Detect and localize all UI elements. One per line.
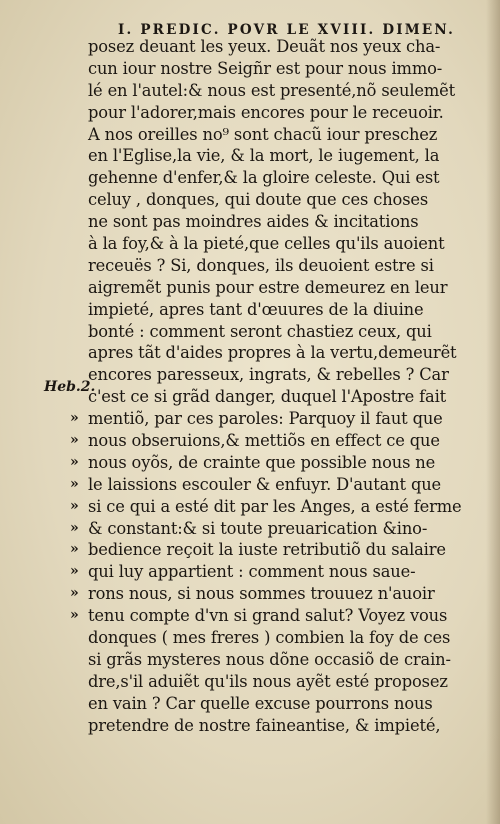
- text-line: [88, 342, 468, 364]
- margin-note: Heb.2.: [44, 379, 96, 395]
- line-text: gehenne d'enfer,& la gloire celeste. Qui est: [88, 168, 440, 188]
- line-text: à la foy,& à la pieté,que celles qu'ils auoient: [88, 234, 445, 254]
- text-line: [88, 671, 468, 693]
- text-line: [70, 496, 468, 518]
- text-line: [88, 386, 468, 408]
- quotation-mark: »: [70, 432, 79, 449]
- text-line: [70, 605, 468, 627]
- line-text: le laissions escouler & enfuyr. D'autant que: [88, 474, 442, 494]
- quotation-mark: »: [70, 607, 79, 624]
- line-text: rons nous, si nous sommes trouuez n'auoir: [88, 584, 435, 604]
- text-line: [88, 167, 468, 189]
- text-line: [88, 364, 468, 386]
- text-line: [88, 124, 468, 146]
- text-line: [88, 277, 468, 299]
- line-text: bedience reçoit la iuste retributiõ du salaire: [88, 540, 446, 560]
- text-line: [70, 518, 468, 540]
- line-text: posez deuant les yeux. Deuãt nos yeux cha-: [88, 37, 441, 56]
- line-text: celuy , donques, qui doute que ces choses: [88, 190, 429, 210]
- line-text: si grãs mysteres nous dõne occasiõ de crain-: [88, 649, 451, 669]
- text-line: [88, 102, 468, 124]
- text-line: [88, 36, 468, 58]
- text-line: [70, 474, 468, 496]
- line-text: ne sont pas moindres aides & incitations: [88, 212, 419, 232]
- text-line: [70, 583, 468, 605]
- line-text: si ce qui a esté dit par les Anges, a esté ferme: [88, 496, 462, 516]
- line-text: c'est ce si grãd danger, duquel l'Apostre fait: [88, 387, 447, 407]
- line-text: encores paresseux, ingrats, & rebelles ? Car: [88, 365, 449, 385]
- line-text: apres tãt d'aides propres à la vertu,demeurẽt: [88, 343, 457, 363]
- line-text: qui luy appartient : comment nous saue-: [88, 562, 416, 582]
- quotation-mark: »: [70, 585, 79, 602]
- line-text: cun iour nostre Seigñr est pour nous immo-: [88, 58, 443, 78]
- line-text: mentiõ, par ces paroles: Parquoy il faut que: [88, 409, 443, 429]
- text-line: [70, 430, 468, 452]
- line-text: en l'Eglise,la vie, & la mort, le iugement, la: [88, 146, 440, 166]
- quotation-mark: »: [70, 497, 79, 514]
- quotation-mark: »: [70, 541, 79, 558]
- quotation-mark: »: [70, 410, 79, 427]
- line-text: nous oyõs, de crainte que possible nous ne: [88, 452, 436, 472]
- text-line: [70, 408, 468, 430]
- text-line: [88, 627, 468, 649]
- line-text: impieté, apres tant d'œuures de la diuine: [88, 299, 424, 319]
- quotation-mark: »: [70, 453, 79, 470]
- line-text: lé en l'autel:& nous est presenté,nõ seulemẽt: [88, 80, 456, 100]
- line-text: nous obseruions,& mettiõs en effect ce que: [88, 431, 440, 451]
- text-line: [88, 189, 468, 211]
- text-line: [88, 233, 468, 255]
- page-edge-shadow: [486, 0, 500, 824]
- line-text: donques ( mes freres ) combien la foy de ces: [88, 628, 451, 648]
- running-head: I. PREDIC. POVR LE XVIII. DIMEN.: [118, 22, 455, 38]
- line-text: & constant:& si toute preuarication &ino-: [88, 518, 428, 538]
- line-text: pretendre de nostre faineantise, & impieté,: [88, 715, 441, 735]
- line-text: aigremẽt punis pour estre demeurez en leur: [88, 277, 448, 297]
- text-line: [88, 80, 468, 102]
- line-text: pour l'adorer,mais encores pour le receuoir.: [88, 102, 444, 122]
- quotation-mark: »: [70, 475, 79, 492]
- line-text: en vain ? Car quelle excuse pourrons nous: [88, 693, 433, 713]
- text-line: [88, 649, 468, 671]
- line-text: A nos oreilles no⁹ sont chacũ iour preschez: [88, 124, 438, 144]
- text-line: [88, 693, 468, 715]
- line-text: receuës ? Si, donques, ils deuoient estre si: [88, 255, 434, 275]
- text-line: [88, 58, 468, 80]
- line-text: dre,s'il aduiẽt qu'ils nous ayẽt esté proposez: [88, 671, 448, 691]
- text-line: [70, 539, 468, 561]
- line-text: bonté : comment seront chastiez ceux, qui: [88, 321, 432, 341]
- text-line: [88, 145, 468, 167]
- line-text: tenu compte d'vn si grand salut? Voyez vous: [88, 606, 448, 626]
- text-line: [70, 561, 468, 583]
- quotation-mark: »: [70, 519, 79, 536]
- text-line: [88, 299, 468, 321]
- text-line: [88, 255, 468, 277]
- text-line: [88, 211, 468, 233]
- quotation-mark: »: [70, 563, 79, 580]
- text-line: [70, 452, 468, 474]
- text-line: [88, 321, 468, 343]
- text-line: [88, 715, 468, 737]
